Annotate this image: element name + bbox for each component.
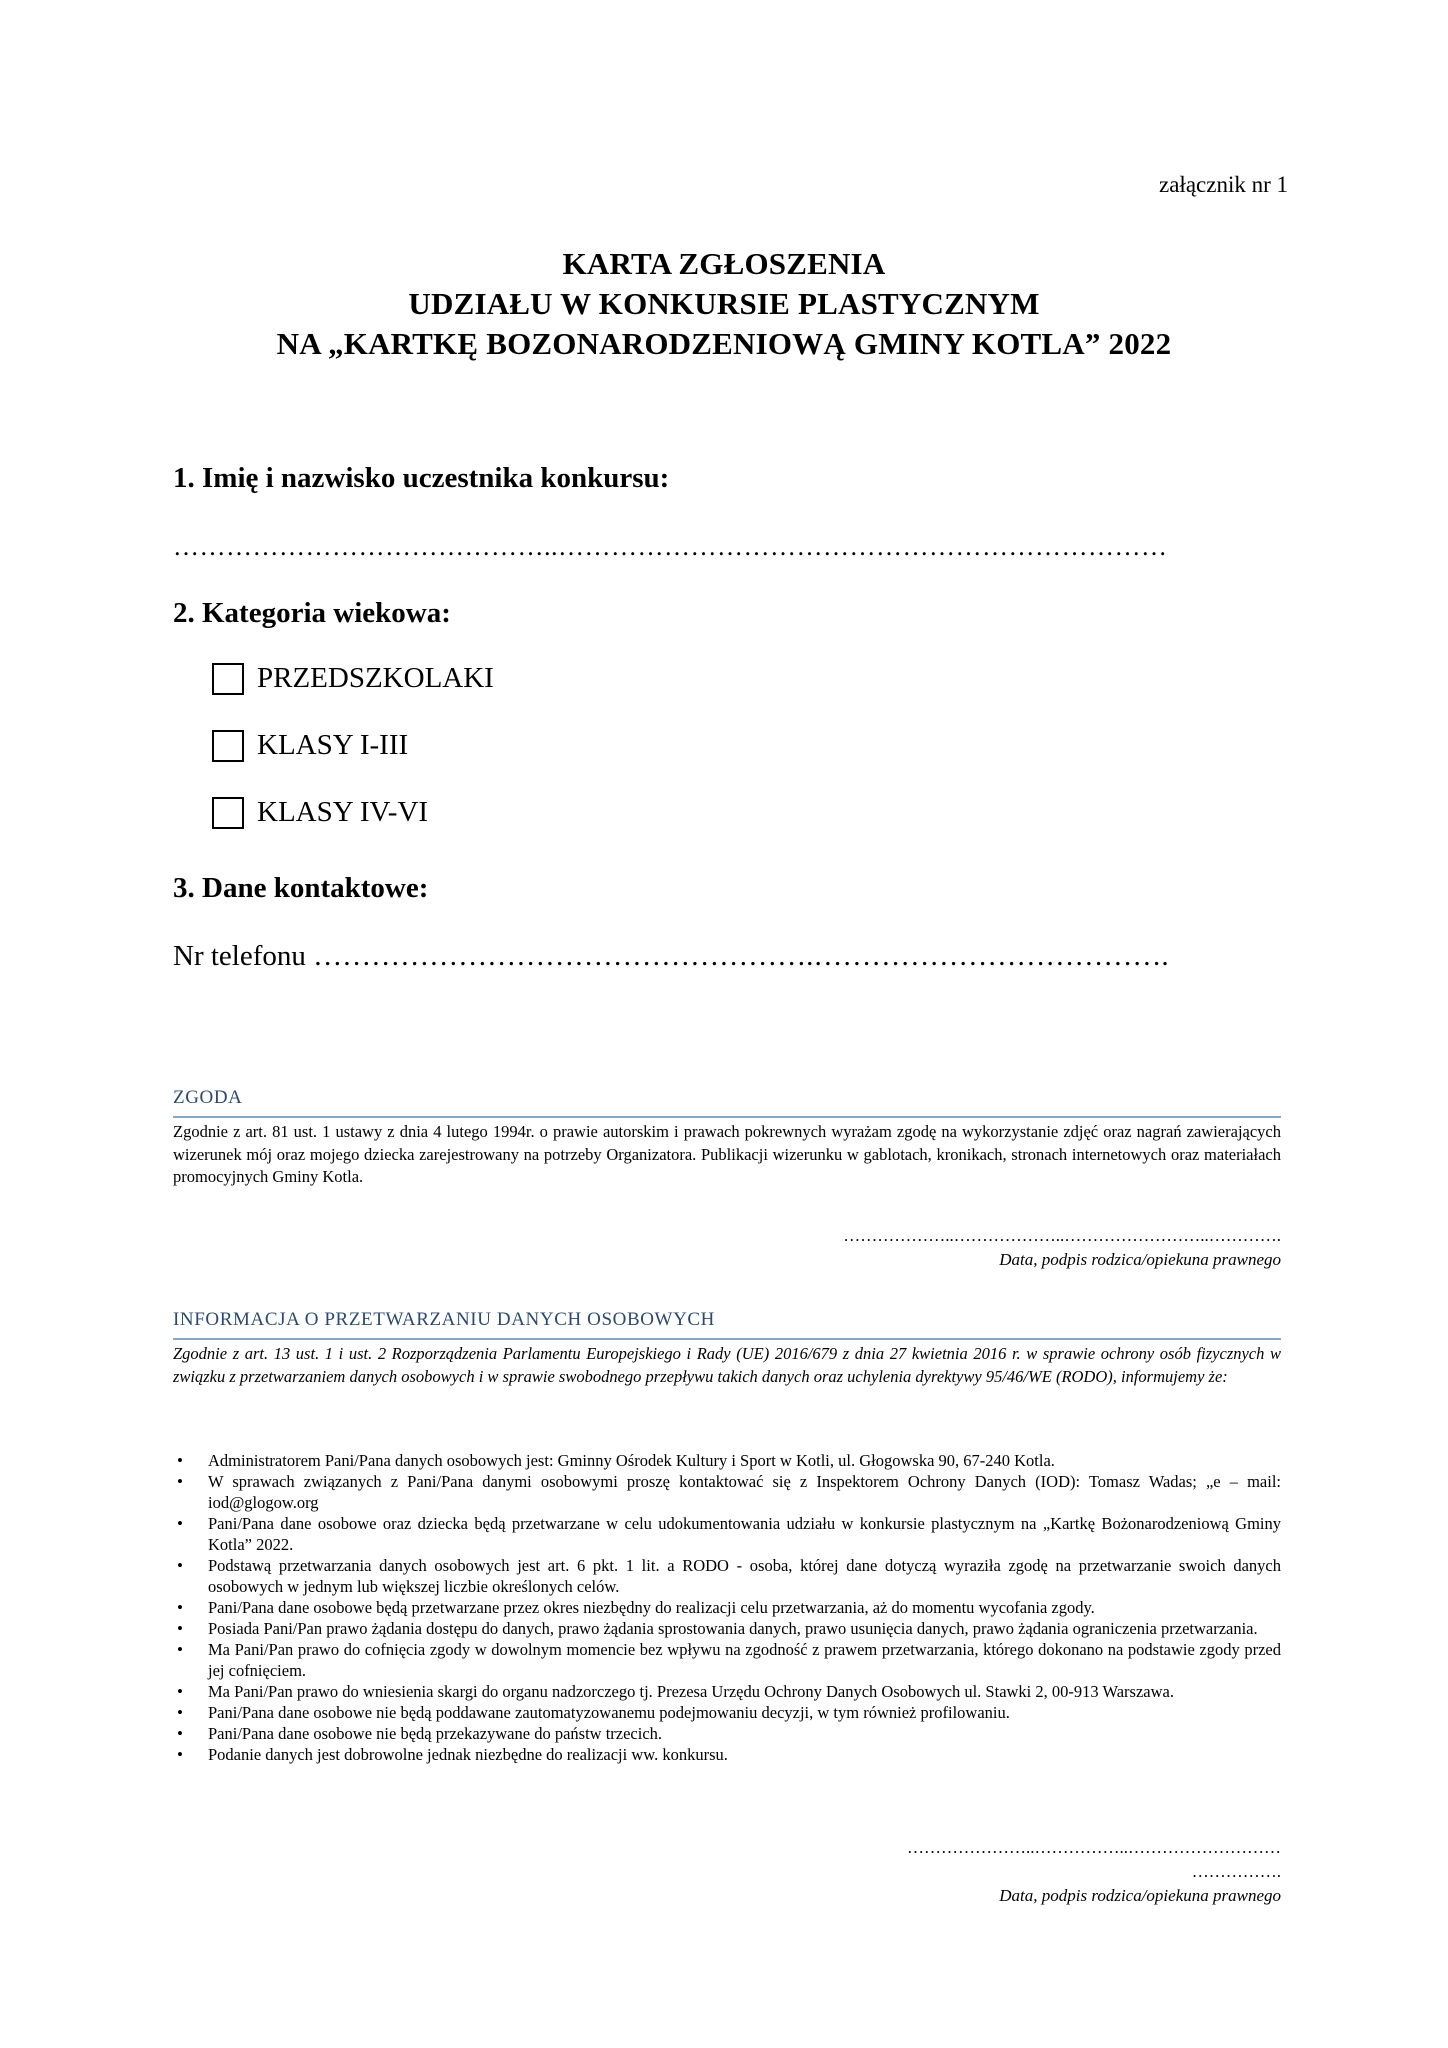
list-item: • Ma Pani/Pan prawo do cofnięcia zgody w dowolnym momencie bez wpływu na zgodność z prawem przetwarzania, którego dokonano na podstawie zgody przed jej cofnięciem.: [173, 1639, 1281, 1681]
list-item: • Pani/Pana dane osobowe nie będą poddawane zautomatyzowanemu podejmowaniu decyzji, w tym również profilowaniu.: [173, 1702, 1281, 1723]
list-item: • Podstawą przetwarzania danych osobowych jest art. 6 pkt. 1 lit. a RODO - osoba, której dane dotyczą wyraziła zgodę na przetwarzanie swoich danych osobowych w jednym lub większej liczbie określonych celów.: [173, 1555, 1281, 1597]
consent-text: Zgodnie z art. 81 ust. 1 ustawy z dnia 4 lutego 1994r. o prawie autorskim i prawach pokrewnych wyrażam zgodę na wykorzystanie zdjęć oraz nagrań zawierających wizerunek mój oraz mojego dziecka zarejestrowany na potrzeby Organizatora. Publikacji wizerunku w gablotach, kronikach, stronach internetowych oraz materiałach promocyjnych Gminy Kotla.: [173, 1122, 1281, 1186]
data-processing-divider: [173, 1338, 1281, 1340]
data-processing-list: [173, 1450, 1281, 1765]
phone-field[interactable]: …………………………………………….……………………………….: [313, 940, 1169, 972]
consent-divider: [173, 1116, 1281, 1118]
consent-signature: [843, 1226, 1281, 1270]
phone-row: [173, 940, 1169, 973]
final-signature-label: Data, podpis rodzica/opiekuna prawnego: [999, 1886, 1281, 1905]
consent-signature-label: Data, podpis rodzica/opiekuna prawnego: [999, 1250, 1281, 1269]
contact-heading: 3. Dane kontaktowe:: [173, 872, 429, 904]
consent-heading: ZGODA: [173, 1087, 243, 1108]
final-signature: [907, 1838, 1281, 1906]
checkbox-grades-1-3[interactable]: [212, 730, 244, 762]
category-label-preschool: PRZEDSZKOLAKI: [257, 662, 494, 694]
category-option-grades-1-3[interactable]: [212, 729, 408, 762]
participant-name-field[interactable]: ……………………………………..……………………………………………………………: [173, 532, 1168, 561]
consent-signature-dots[interactable]: ………………..………………..……………………..………….: [843, 1226, 1281, 1245]
list-item: • W sprawach związanych z Pani/Pana danymi osobowymi proszę kontaktować się z Inspektorem Ochrony Danych (IOD): Tomasz Wadas; „e – mail: iod@glogow.org: [173, 1471, 1281, 1513]
list-item: • Pani/Pana dane osobowe nie będą przekazywane do państw trzecich.: [173, 1723, 1281, 1744]
final-signature-dots-2[interactable]: …………….: [1191, 1862, 1281, 1881]
list-item: • Podanie danych jest dobrowolne jednak niezbędne do realizacji ww. konkursu.: [173, 1744, 1281, 1765]
document-title: [0, 244, 1448, 364]
final-signature-dots-1[interactable]: …………………..……………..………………………: [907, 1838, 1281, 1857]
participant-name-heading: 1. Imię i nazwisko uczestnika konkursu:: [173, 462, 670, 494]
list-item: • Ma Pani/Pan prawo do wniesienia skargi do organu nadzorczego tj. Prezesa Urzędu Ochrony Danych Osobowych ul. Stawki 2, 00-913 Warszawa.: [173, 1681, 1281, 1702]
title-line-3: NA „KARTKĘ BOZONARODZENIOWĄ GMINY KOTLA” 2022: [276, 326, 1172, 361]
list-item: • Pani/Pana dane osobowe oraz dziecka będą przetwarzane w celu udokumentowania udziału w konkursie plastycznym na „Kartkę Bożonarodzeniową Gminy Kotla” 2022.: [173, 1513, 1281, 1555]
checkbox-preschool[interactable]: [212, 663, 244, 695]
phone-label: Nr telefonu: [173, 940, 306, 972]
list-item: • Administratorem Pani/Pana danych osobowych jest: Gminny Ośrodek Kultury i Sport w Kotli, ul. Głogowska 90, 67-240 Kotla.: [173, 1450, 1281, 1471]
checkbox-grades-4-6[interactable]: [212, 797, 244, 829]
attachment-label: załącznik nr 1: [1159, 172, 1288, 197]
list-item: • Pani/Pana dane osobowe będą przetwarzane przez okres niezbędny do realizacji celu przetwarzania, aż do momentu wycofania zgody.: [173, 1597, 1281, 1618]
category-label-grades-4-6: KLASY IV-VI: [257, 796, 429, 828]
category-option-grades-4-6[interactable]: [212, 796, 428, 829]
category-option-preschool[interactable]: [212, 662, 494, 695]
title-line-1: KARTA ZGŁOSZENIA: [562, 246, 886, 281]
data-processing-heading: INFORMACJA O PRZETWARZANIU DANYCH OSOBOWYCH: [173, 1309, 715, 1330]
list-item: • Posiada Pani/Pan prawo żądania dostępu do danych, prawo żądania sprostowania danych, prawo usunięcia danych, prawo żądania ograniczenia przetwarzania.: [173, 1618, 1281, 1639]
title-line-2: UDZIAŁU W KONKURSIE PLASTYCZNYM: [408, 286, 1040, 321]
data-processing-intro: Zgodnie z art. 13 ust. 1 i ust. 2 Rozporządzenia Parlamentu Europejskiego i Rady (UE) 2016/679 z dnia 27 kwietnia 2016 r. w sprawie ochrony osób fizycznych w związku z przetwarzaniem danych osobowych i w sprawie swobodnego przepływu takich danych oraz uchylenia dyrektywy 95/46/WE (RODO), informujemy że:: [173, 1344, 1281, 1386]
category-label-grades-1-3: KLASY I-III: [257, 729, 409, 761]
age-category-heading: 2. Kategoria wiekowa:: [173, 597, 451, 629]
